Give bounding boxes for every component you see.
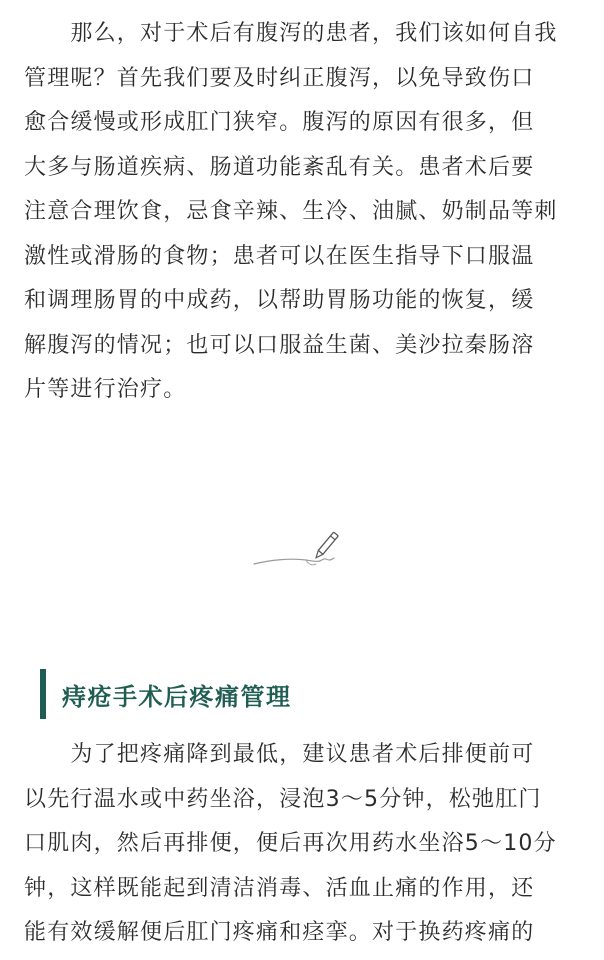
section-title: 痔疮手术后疼痛管理: [62, 682, 292, 711]
paragraph-line: 能有效缓解便后肛门疼痛和痉挛。对于换药疼痛的: [24, 920, 535, 945]
paragraph-line: 解腹泻的情况；也可以口服益生菌、美沙拉秦肠溶: [24, 332, 535, 358]
section-heading: [40, 669, 292, 719]
paragraph-line: 片等进行治疗。: [24, 377, 187, 402]
pen-signature-divider-icon: [250, 528, 360, 576]
paragraph-line: 那么，对于术后有腹泻的患者，我们该如何自我: [24, 21, 558, 46]
paragraph-line: 钟，这样既能起到清洁消毒、活血止痛的作用，还: [24, 875, 535, 901]
paragraph-line: 和调理肠胃的中成药，以帮助胃肠功能的恢复，缓: [24, 288, 535, 313]
paragraph-line: 注意合理饮食，忌食辛辣、生冷、油腻、奶制品等刺: [24, 199, 558, 224]
paragraph-line: 管理呢？首先我们要及时纠正腹泻，以免导致伤口: [24, 65, 535, 91]
paragraph-line: 口肌肉，然后再排便，便后再次用药水坐浴5～10分: [24, 831, 557, 856]
paragraph-line: 为了把疼痛降到最低，建议患者术后排便前可: [24, 742, 535, 767]
paragraph-line: 激性或滑肠的食物；患者可以在医生指导下口服温: [24, 243, 535, 269]
paragraph-line: 愈合缓慢或形成肛门狭窄。腹泻的原因有很多，但: [24, 110, 535, 135]
heading-accent-bar: [40, 669, 46, 719]
paragraph-line: 以先行温水或中药坐浴，浸泡3～5分钟，松弛肛门: [24, 786, 542, 812]
paragraph-pain-management: [24, 733, 582, 956]
paragraph-diarrhea-management: [24, 12, 582, 413]
paragraph-line: 大多与肠道疾病、肠道功能紊乱有关。患者术后要: [24, 154, 535, 180]
